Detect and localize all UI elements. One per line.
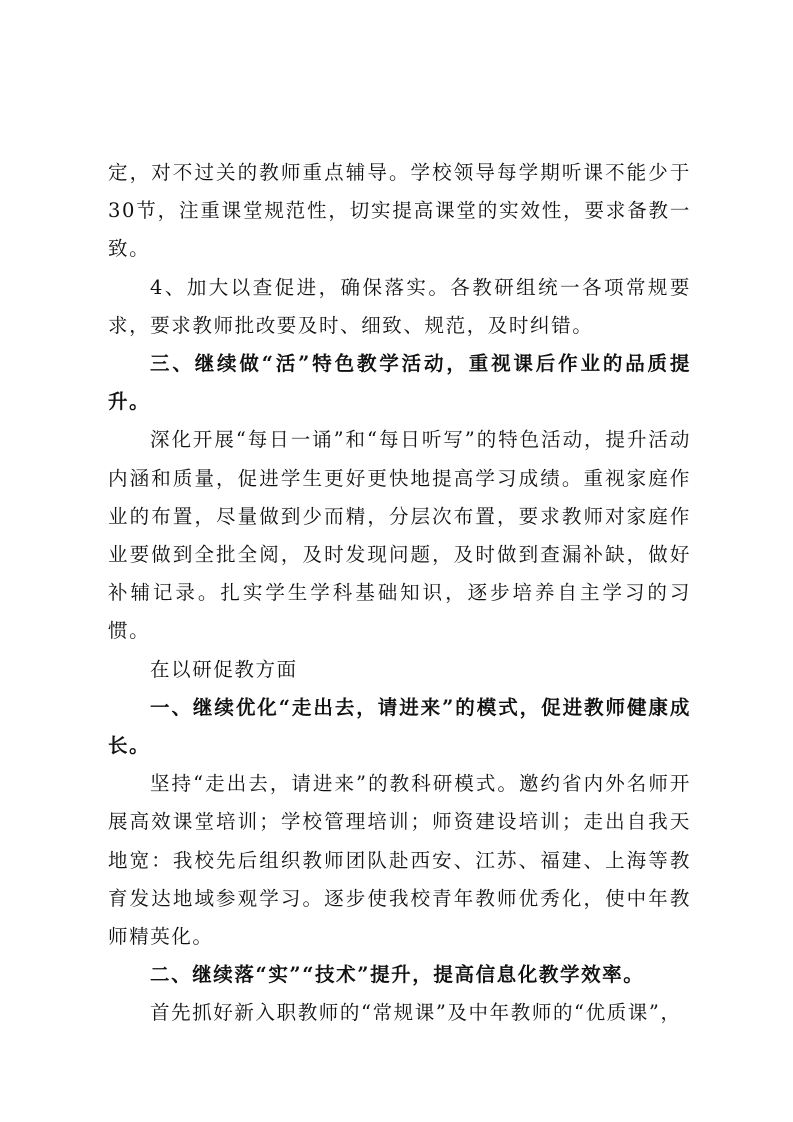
paragraph-continuation: 定，对不过关的教师重点辅导。学校领导每学期听课不能少于30节，注重课堂规范性，切实提高课堂的实效性，要求备教一致。	[108, 161, 691, 261]
heading-section-3: 三、继续做“活”特色教学活动，重视课后作业的品质提升。	[108, 352, 691, 414]
subheading-research: 在以研促教方面	[150, 657, 298, 681]
paragraph-lessons: 首先抓好新入职教师的“常规课”及中年教师的“优质课”，	[150, 1001, 682, 1025]
paragraph-special-activities: 深化开展“每日一诵”和“每日听写”的特色活动，提升活动内涵和质量，促进学生更好更快地提高学习成绩。重视家庭作业的布置，尽量做到少而精，分层次布置，要求教师对家庭作业要做到全批全阅，及时发现问题，及时做到查漏补缺，做好补辅记录。扎实学生学科基础知识，逐步培养自主学习的习惯。	[108, 428, 691, 643]
heading-research-1: 一、继续优化“走出去，请进来”的模式，促进教师健康成长。	[108, 695, 691, 758]
document-body	[108, 154, 691, 1033]
paragraph-item-4: 4、加大以查促进，确保落实。各教研组统一各项常规要求，要求教师批改要及时、细致、规范，及时纠错。	[108, 275, 691, 337]
heading-research-2: 二、继续落“实”“技术”提升，提高信息化教学效率。	[150, 963, 645, 987]
paragraph-training: 坚持“走出去，请进来”的教科研模式。邀约省内外名师开展高效课堂培训；学校管理培训；师资建设培训；走出自我天地宽：我校先后组织教师团队赴西安、江苏、福建、上海等教育发达地域参观学习。逐步使我校青年教师优秀化，使中年教师精英化。	[108, 772, 691, 949]
